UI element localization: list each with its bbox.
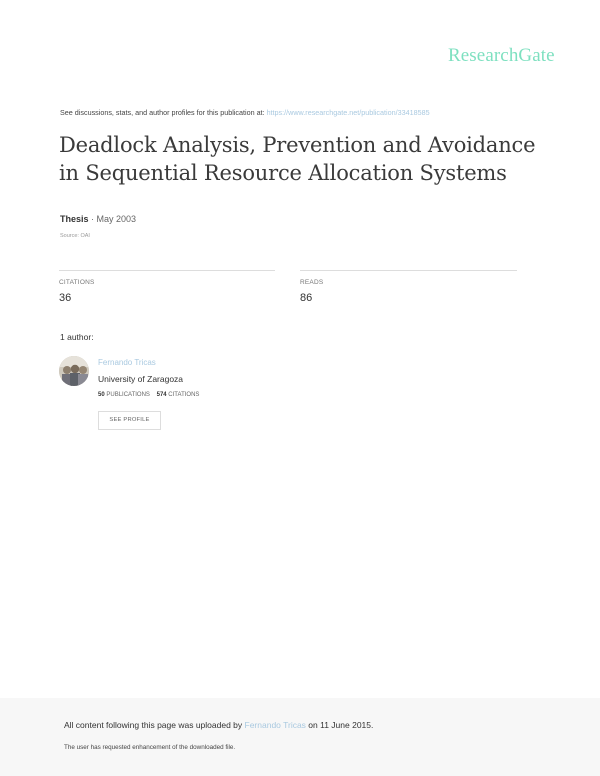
upload-notice: [64, 720, 373, 730]
citations-value: 36: [59, 292, 72, 304]
author-citations-label: CITATIONS: [168, 392, 200, 398]
publication-source: Source: OAI: [60, 233, 90, 239]
citations-divider: [59, 270, 275, 271]
reads-divider: [300, 270, 517, 271]
author-institution: University of Zaragoza: [98, 374, 184, 384]
publication-type: Thesis: [60, 214, 89, 224]
publication-title: Deadlock Analysis, Prevention and Avoidance in Sequential Resource Allocation Systems: [59, 133, 536, 185]
enhancement-notice: The user has requested enhancement of the downloaded file.: [64, 744, 236, 751]
publication-meta: [60, 214, 136, 224]
uploader-link[interactable]: Fernando Tricas: [244, 720, 306, 730]
publication-date: · May 2003: [88, 214, 137, 224]
publication-url-link[interactable]: https://www.researchgate.net/publication/33418585: [266, 108, 430, 117]
author-name-link[interactable]: Fernando Tricas: [98, 358, 156, 367]
author-stats: [98, 392, 199, 398]
author-avatar[interactable]: [59, 356, 89, 386]
author-citations-count: 574: [156, 392, 167, 398]
discussion-text: See discussions, stats, and author profiles for this publication at:: [60, 108, 267, 117]
footer: [0, 698, 600, 776]
citations-label: CITATIONS: [59, 279, 95, 286]
see-profile-button[interactable]: SEE PROFILE: [98, 411, 161, 430]
author-photo-icon: [59, 356, 89, 386]
upload-suffix: on 11 June 2015.: [305, 720, 374, 730]
reads-label: READS: [300, 279, 324, 286]
author-publications-label: PUBLICATIONS: [106, 392, 150, 398]
discussion-notice: [60, 108, 430, 117]
authors-heading: 1 author:: [60, 332, 94, 342]
upload-prefix: All content following this page was uploaded by: [64, 720, 245, 730]
reads-value: 86: [300, 292, 313, 304]
author-publications-count: 50: [98, 392, 105, 398]
researchgate-logo[interactable]: ResearchGate: [448, 45, 555, 66]
